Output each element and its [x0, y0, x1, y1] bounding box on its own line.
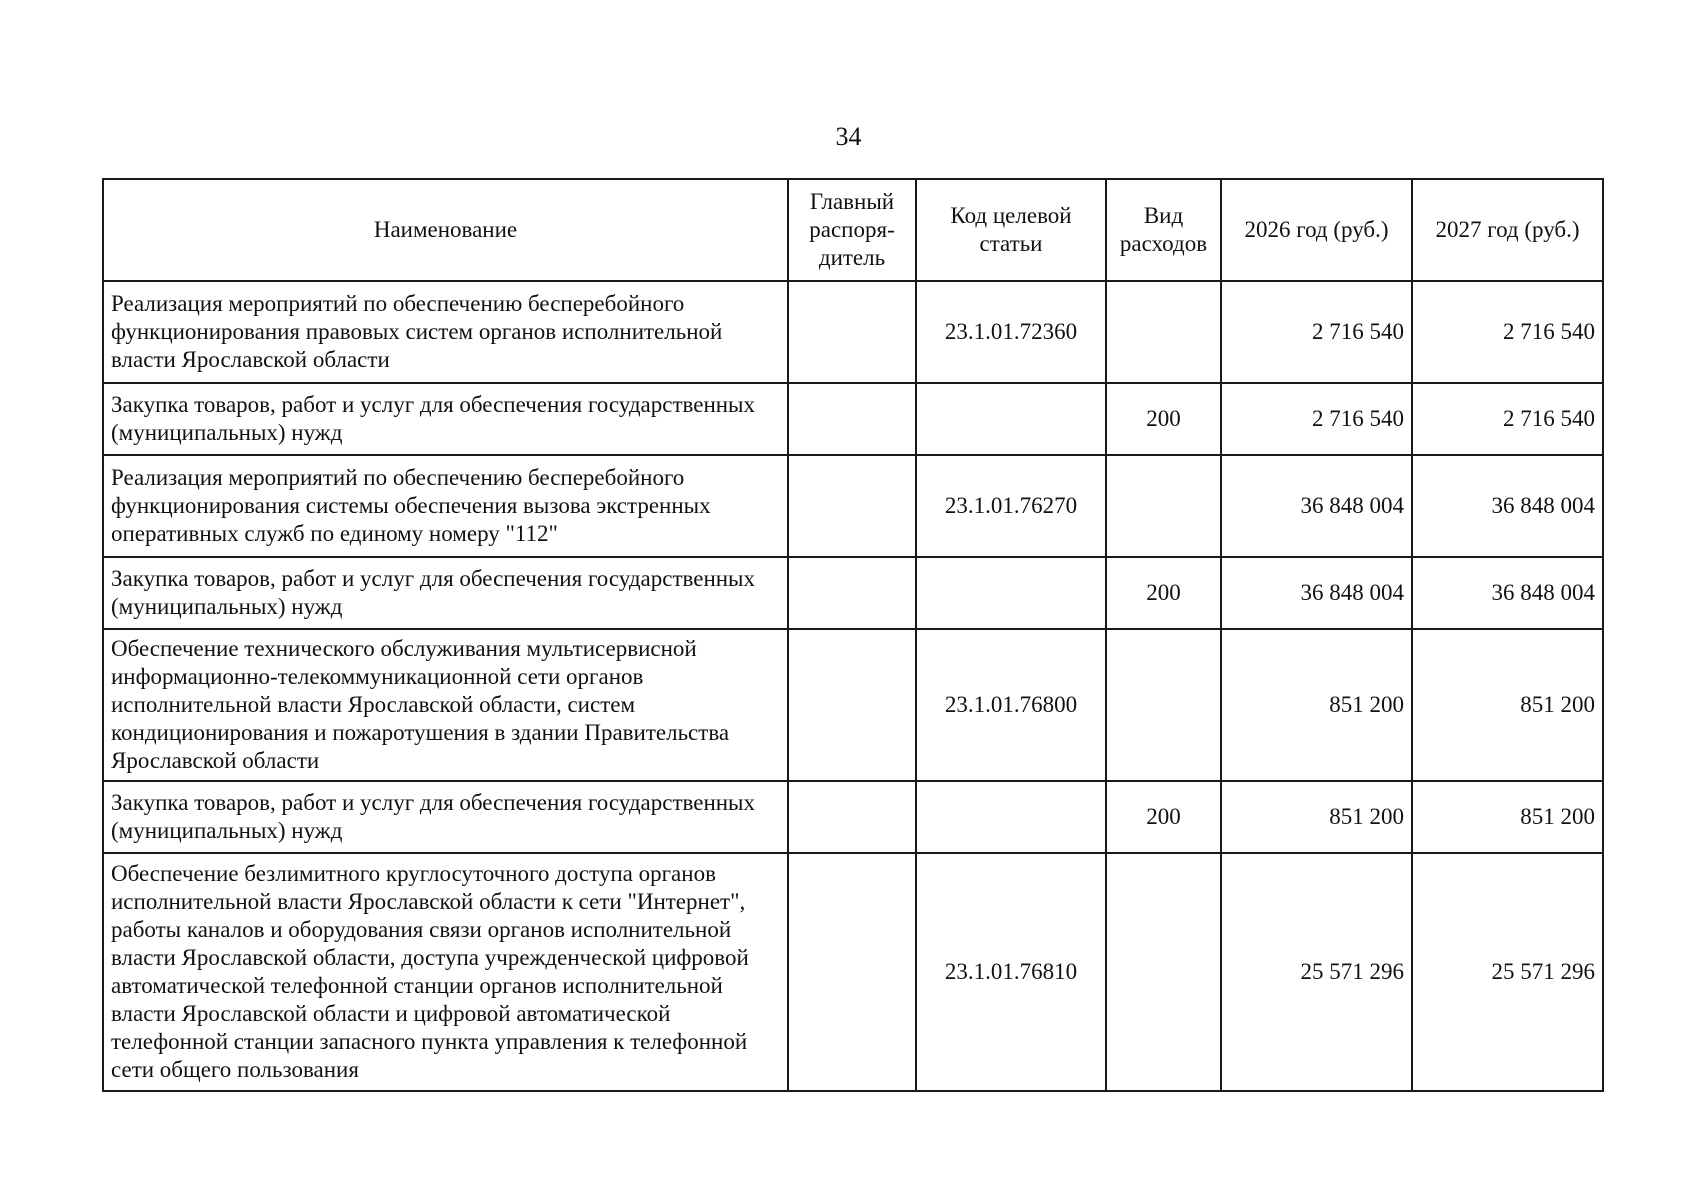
header-name: Наименование — [103, 179, 788, 281]
row-2026: 851 200 — [1221, 629, 1412, 781]
row-name: Обеспечение безлимитного круглосуточного доступа органов исполнительной власти Ярославской области к сети "Интернет", работы каналов и оборудования связи органов исполнительной власти Ярославской области, доступа учрежденческой цифровой автоматической телефонной станции органов исполнительной власти Ярославской области и цифровой автоматической телефонной станции запасного пункта управления к телефонной сети общего пользования — [103, 853, 788, 1091]
table-row — [103, 383, 1603, 455]
row-name: Реализация мероприятий по обеспечению бесперебойного функционирования системы обеспечения вызова экстренных оперативных служб по единому номеру "112" — [103, 455, 788, 557]
table-row — [103, 629, 1603, 781]
row-code — [916, 557, 1106, 629]
header-manager: Главный распоря-дитель — [788, 179, 916, 281]
row-name: Закупка товаров, работ и услуг для обеспечения государственных (муниципальных) нужд — [103, 557, 788, 629]
header-2027: 2027 год (руб.) — [1412, 179, 1603, 281]
table-row — [103, 853, 1603, 1091]
budget-table — [102, 178, 1604, 1092]
header-2026: 2026 год (руб.) — [1221, 179, 1412, 281]
row-kind: 200 — [1106, 383, 1221, 455]
row-kind: 200 — [1106, 557, 1221, 629]
row-2027: 851 200 — [1412, 781, 1603, 853]
row-manager — [788, 281, 916, 383]
row-manager — [788, 383, 916, 455]
table-row — [103, 557, 1603, 629]
header-kind: Вид расходов — [1106, 179, 1221, 281]
row-name: Закупка товаров, работ и услуг для обеспечения государственных (муниципальных) нужд — [103, 383, 788, 455]
row-name: Закупка товаров, работ и услуг для обеспечения государственных (муниципальных) нужд — [103, 781, 788, 853]
page-number: 34 — [835, 122, 862, 151]
row-manager — [788, 455, 916, 557]
row-2026: 36 848 004 — [1221, 557, 1412, 629]
row-manager — [788, 853, 916, 1091]
row-2026: 36 848 004 — [1221, 455, 1412, 557]
row-2027: 2 716 540 — [1412, 281, 1603, 383]
row-kind: 200 — [1106, 781, 1221, 853]
row-kind — [1106, 629, 1221, 781]
row-code — [916, 781, 1106, 853]
row-2027: 36 848 004 — [1412, 455, 1603, 557]
row-code: 23.1.01.72360 — [916, 281, 1106, 383]
table-row — [103, 455, 1603, 557]
row-code: 23.1.01.76270 — [916, 455, 1106, 557]
row-2027: 2 716 540 — [1412, 383, 1603, 455]
row-2026: 851 200 — [1221, 781, 1412, 853]
table-header-row — [103, 179, 1603, 281]
row-manager — [788, 629, 916, 781]
row-code: 23.1.01.76800 — [916, 629, 1106, 781]
row-code: 23.1.01.76810 — [916, 853, 1106, 1091]
row-name: Реализация мероприятий по обеспечению бесперебойного функционирования правовых систем органов исполнительной власти Ярославской области — [103, 281, 788, 383]
row-2027: 851 200 — [1412, 629, 1603, 781]
row-manager — [788, 557, 916, 629]
row-2027: 36 848 004 — [1412, 557, 1603, 629]
row-kind — [1106, 281, 1221, 383]
row-kind — [1106, 853, 1221, 1091]
row-manager — [788, 781, 916, 853]
row-code — [916, 383, 1106, 455]
row-name: Обеспечение технического обслуживания мультисервисной информационно-телекоммуникационной сети органов исполнительной власти Ярославской области, систем кондиционирования и пожаротушения в здании Правительства Ярославской области — [103, 629, 788, 781]
row-2026: 25 571 296 — [1221, 853, 1412, 1091]
row-2026: 2 716 540 — [1221, 383, 1412, 455]
row-2026: 2 716 540 — [1221, 281, 1412, 383]
row-2027: 25 571 296 — [1412, 853, 1603, 1091]
table-row — [103, 781, 1603, 853]
table-row — [103, 281, 1603, 383]
row-kind — [1106, 455, 1221, 557]
header-code: Код целевой статьи — [916, 179, 1106, 281]
